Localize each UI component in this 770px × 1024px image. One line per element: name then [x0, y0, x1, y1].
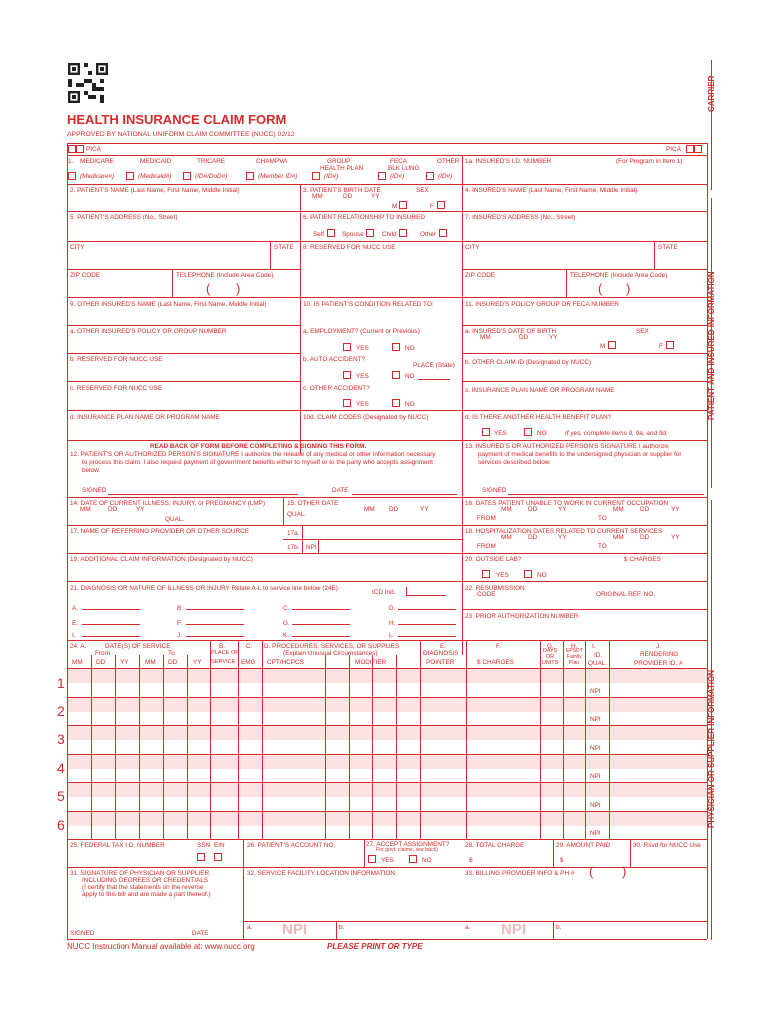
if-yes-note: If yes, complete items 9, 9a, and 9d. [565, 430, 668, 437]
self-label: Self [313, 231, 325, 238]
medicaid-label: MEDICAID [140, 158, 172, 165]
box14-qual: QUAL. [165, 516, 185, 523]
champva-id: (Member ID#) [258, 173, 298, 180]
box10d-label: 10d. CLAIM CODES (Designated by NUCC) [303, 414, 429, 421]
accept-yes: YES [381, 857, 394, 864]
other-accident-no: NO [405, 401, 415, 408]
medicaid-checkbox[interactable] [126, 172, 134, 180]
dx-b-label: B. [177, 605, 184, 612]
row1-npi: NPI [590, 688, 601, 695]
another-plan-no: NO [537, 430, 547, 437]
box3-label: 3. PATIENT'S BIRTH DATE [303, 187, 381, 194]
box9-label: 9. OTHER INSURED'S NAME (Last Name, First Name, Middle Initial) [70, 301, 267, 308]
box11c-label: c. INSURANCE PLAN NAME OR PROGRAM NAME [465, 387, 615, 394]
medicare-label: MEDICARE [80, 158, 114, 165]
another-plan-yes-checkbox[interactable] [482, 428, 490, 436]
box33-paren-open: ( [589, 864, 594, 879]
dx-f-label: F. [177, 620, 182, 627]
col-g: G. [547, 643, 554, 650]
dx-h-label: H. [389, 620, 396, 627]
box11a-mm: MM [480, 334, 491, 341]
insured-tel-paren-close: ) [626, 281, 631, 296]
dx-i-label: I. [72, 632, 76, 639]
row5-npi: NPI [590, 802, 601, 809]
other-accident-yes-checkbox[interactable] [343, 399, 351, 407]
box9c-label: c. RESERVED FOR NUCC USE [70, 385, 163, 392]
form-title: HEALTH INSURANCE CLAIM FORM [67, 112, 287, 127]
employment-yes: YES [356, 345, 369, 352]
icd-ind: ICD Ind. [372, 589, 396, 596]
col-d-modifier: MODIFIER [355, 659, 387, 666]
box18-dd: DD [528, 534, 538, 541]
box11a-m: M [600, 343, 606, 350]
row-number-3: 3 [57, 731, 65, 747]
box33-label: 33. BILLING PROVIDER INFO & PH # [465, 870, 575, 877]
col-g-or: OR [546, 654, 555, 660]
auto-no-checkbox[interactable] [392, 371, 400, 379]
col-e-diagnosis: DIAGNOSIS [423, 650, 459, 657]
box12-line3: below. [82, 467, 101, 474]
box16-mm-to: MM [613, 506, 624, 513]
tricare-label: TRICARE [197, 158, 226, 165]
box3-sex: SEX [416, 187, 429, 194]
box19-label: 19. ADDITIONAL CLAIM INFORMATION (Designated by NUCC) [70, 556, 253, 563]
col-h-epsdt: EPSDT [566, 648, 583, 654]
ssn-label: SSN [197, 842, 211, 849]
pica-left-box[interactable] [68, 145, 76, 153]
outside-lab-yes: YES [496, 572, 509, 579]
col-g-days: DAYS [543, 648, 558, 654]
dx-g-label: G. [283, 620, 290, 627]
box9b-label: b. RESERVED FOR NUCC USE [70, 356, 163, 363]
box12-signed: SIGNED [82, 487, 107, 494]
box22-orig-ref: ORIGINAL REF. NO. [596, 591, 656, 598]
dx-d-label: D. [389, 605, 396, 612]
box18-yy-to: YY [671, 534, 680, 541]
dx-l-label: L. [389, 632, 395, 639]
box18-from: FROM [477, 543, 496, 550]
box1a-note: (For Program in Item 1) [616, 158, 683, 165]
other-id: (ID#) [438, 173, 453, 180]
spouse-checkbox[interactable] [366, 229, 374, 237]
box1-label: 1. [68, 158, 74, 165]
col-b-service: SERVICE [211, 659, 236, 665]
box11d-label: d. IS THERE ANOTHER HEALTH BENEFIT PLAN? [465, 414, 612, 421]
employment-yes-checkbox[interactable] [343, 343, 351, 351]
insured-sex-f-checkbox[interactable] [666, 341, 674, 349]
box25-label: 25. FEDERAL TAX I.D. NUMBER [70, 842, 165, 849]
box28-dollar: $ [469, 857, 473, 864]
box27-note: For govt. claims, see back) [376, 847, 438, 853]
box16-to: TO [598, 515, 607, 522]
box31-line2: INCLUDING DEGREES OR CREDENTIALS [82, 877, 209, 884]
box16-dd: DD [528, 506, 538, 513]
dates-of-service: DATE(S) OF SERVICE [105, 643, 171, 650]
box29-label: 29. AMOUNT PAID [556, 842, 611, 849]
col-j: J. [656, 643, 661, 650]
box12-line1: 12. PATIENT'S OR AUTHORIZED PERSON'S SIGNATURE I authorize the release of any medical or other information necessary [70, 451, 436, 458]
dos-from: From [95, 650, 110, 657]
box15-label: 15. OTHER DATE [287, 500, 339, 507]
patient-state: STATE [274, 244, 294, 251]
col-g-units: UNITS [542, 660, 559, 666]
box2-label: 2. PATIENT'S NAME (Last Name, First Name, Middle Initial) [70, 187, 240, 194]
row4-npi: NPI [590, 773, 601, 780]
box32-label: 32. SERVICE FACILITY LOCATION INFORMATION [247, 870, 395, 877]
box11b-label: b. OTHER CLAIM ID (Designated by NUCC) [465, 359, 592, 366]
outside-lab-no: NO [537, 572, 547, 579]
row-number-6: 6 [57, 817, 65, 833]
box31-signed: SIGNED [70, 930, 95, 937]
box18-yy: YY [558, 534, 567, 541]
col-b-place-of: PLACE OF [211, 650, 239, 656]
box15-dd: DD [389, 506, 399, 513]
box18-mm: MM [501, 534, 512, 541]
patient-sex-m-checkbox[interactable] [399, 201, 407, 209]
child-label: Child [382, 231, 397, 238]
box32a-label: a. [247, 924, 253, 931]
insured-city: CITY [465, 244, 480, 251]
box33a-label: a. [465, 924, 471, 931]
box22-label: 22. RESUBMISSION [465, 585, 525, 592]
col-d: D. PROCEDURES, SERVICES, OR SUPPLIES [264, 643, 400, 650]
feca-id: (ID#) [390, 173, 405, 180]
col-e: E. [440, 643, 447, 650]
dx-c-label: C. [283, 605, 290, 612]
box11a-f: F [659, 343, 663, 350]
box18-dd-to: DD [640, 534, 650, 541]
box31-date: DATE [192, 930, 209, 937]
col-h-family: Family [567, 654, 582, 660]
tricare-checkbox[interactable] [183, 172, 191, 180]
box12-date: DATE [332, 487, 349, 494]
col-j-rendering: RENDERING [640, 651, 679, 658]
box10a-label: a. EMPLOYMENT? (Current or Previous) [303, 328, 420, 335]
box23-label: 23. PRIOR AUTHORIZATION NUMBER [465, 613, 579, 620]
feca-checkbox[interactable] [378, 172, 386, 180]
box32b-label: b. [339, 924, 345, 931]
box27-label: 27. ACCEPT ASSIGNMENT? [366, 841, 450, 848]
box10b-label: b. AUTO ACCIDENT? [303, 356, 366, 363]
box33b-label: b. [556, 924, 562, 931]
box29-dollar: $ [560, 857, 564, 864]
child-checkbox[interactable] [399, 229, 407, 237]
box14-yy: YY [136, 506, 145, 513]
row6-npi: NPI [590, 830, 601, 837]
other-checkbox[interactable] [426, 172, 434, 180]
box26-label: 26. PATIENT'S ACCOUNT NO. [247, 842, 336, 849]
other-label: OTHER [437, 158, 460, 165]
ein-checkbox[interactable] [214, 853, 222, 861]
box7-label: 7. INSURED'S ADDRESS (No., Street) [465, 214, 576, 221]
another-plan-yes: YES [494, 430, 507, 437]
ssn-checkbox[interactable] [197, 853, 205, 861]
col-h: H. [571, 643, 578, 650]
employment-no: NO [405, 345, 415, 352]
dos-mm-to: MM [145, 659, 156, 666]
dos-yy-to: YY [193, 659, 202, 666]
col-j-provider-id: PROVIDER ID. # [634, 660, 683, 667]
medicare-checkbox[interactable] [68, 172, 76, 180]
relation-other-checkbox[interactable] [439, 229, 447, 237]
box31-line4: apply to this bill and are made a part thereof.) [82, 891, 211, 898]
box18-label: 18. HOSPITALIZATION DATES RELATED TO CURRENT SERVICES [465, 528, 663, 535]
group-id: (ID#) [324, 173, 339, 180]
box1a-label: 1a. INSURED'S I.D. NUMBER [465, 158, 552, 165]
box24a-label: 24. A. [70, 643, 87, 650]
ein-label: EIN [214, 842, 225, 849]
box20-label: 20. OUTSIDE LAB? [465, 556, 522, 563]
medicare-id: (Medicare#) [80, 173, 115, 180]
box5-label: 5. PATIENT'S ADDRESS (No., Street) [70, 214, 178, 221]
col-i: I. [592, 643, 596, 650]
other-accident-no-checkbox[interactable] [392, 399, 400, 407]
patient-tel-paren-close: ) [236, 281, 241, 296]
box12-line2: to process this claim. I also request payment of government benefits either to myself or to the party who accepts assignment [82, 459, 433, 466]
relation-other-label: Other [420, 231, 436, 238]
col-d-cpt: CPT/HCPCS [267, 659, 304, 666]
box17b-label: 17b. [287, 544, 300, 551]
box18-to: TO [598, 543, 607, 550]
box16-dd-to: DD [640, 506, 650, 513]
box16-yy: YY [558, 506, 567, 513]
box31-line1: 31. SIGNATURE OF PHYSICIAN OR SUPPLIER [70, 870, 210, 877]
box11-label: 11. INSURED'S POLICY GROUP OR FECA NUMBER [465, 301, 619, 308]
dx-e-label: E. [72, 620, 79, 627]
spouse-label: Spouse [342, 231, 364, 238]
champva-checkbox[interactable] [246, 172, 254, 180]
group-label-2: HEALTH PLAN [320, 165, 364, 172]
auto-yes-checkbox[interactable] [343, 371, 351, 379]
pica-right-box[interactable] [686, 145, 694, 153]
row-number-5: 5 [57, 788, 65, 804]
medicaid-id: (Medicaid#) [138, 173, 172, 180]
dx-j-label: J. [177, 632, 182, 639]
box13-line2: payment of medical benefits to the undersigned physician or supplier for [478, 451, 682, 458]
accept-no-checkbox[interactable] [409, 855, 417, 863]
box11a-label: a. INSURED'S DATE OF BIRTH [465, 328, 557, 335]
patient-telephone: TELEPHONE (Include Area Code) [176, 272, 274, 279]
col-c-emg: EMG [241, 659, 256, 666]
another-plan-no-checkbox[interactable] [524, 428, 532, 436]
insured-state: STATE [658, 244, 678, 251]
col-c: C. [246, 643, 253, 650]
box28-label: 28. TOTAL CHARGE [465, 842, 525, 849]
champva-label: CHAMPVA [256, 158, 288, 165]
footer-manual: NUCC Instruction Manual available at: www.nucc.org [67, 942, 255, 951]
patient-city: CITY [70, 244, 85, 251]
box20-charges: $ CHARGES [624, 556, 661, 563]
group-checkbox[interactable] [312, 172, 320, 180]
box3-f: F [430, 203, 434, 210]
box16-label: 16. DATES PATIENT UNABLE TO WORK IN CURRENT OCCUPATION [465, 500, 669, 507]
box8-label: 8. RESERVED FOR NUCC USE [303, 244, 396, 251]
dx-a-label: A. [72, 605, 79, 612]
col-i-qual: QUAL. [588, 660, 608, 667]
auto-yes: YES [356, 373, 369, 380]
box16-yy-to: YY [671, 506, 680, 513]
col-f: F. [496, 643, 501, 650]
box17a-label: 17a. [287, 530, 300, 537]
tricare-id: (ID#/DoD#) [195, 173, 228, 180]
row-number-4: 4 [57, 760, 65, 776]
box10c-label: c. OTHER ACCIDENT? [303, 385, 370, 392]
box13-line3: services described below. [478, 459, 551, 466]
dos-yy-from: YY [120, 659, 129, 666]
col-d-explain: (Explain Unusual Circumstances) [283, 650, 378, 657]
col-b: B. [219, 643, 226, 650]
accept-yes-checkbox[interactable] [368, 855, 376, 863]
pica-left: PICA [86, 146, 101, 153]
box32a-npi: NPI [282, 921, 308, 938]
box4-label: 4. INSURED'S NAME (Last Name, First Name, Middle Initial) [465, 187, 638, 194]
feca-label-2: BLK LUNG [388, 165, 420, 172]
box14-label: 14. DATE OF CURRENT ILLNESS, INJURY, or PREGNANCY (LMP) [70, 500, 266, 507]
dx-k-label: K. [283, 632, 290, 639]
box13-line1: 13. INSURED'S OR AUTHORIZED PERSON'S SIGNATURE I authorize [465, 443, 669, 450]
box6-label: 6. PATIENT RELATIONSHIP TO INSURED [303, 214, 426, 221]
box3-dd: DD [343, 193, 353, 200]
dos-mm-from: MM [72, 659, 83, 666]
row2-npi: NPI [590, 716, 601, 723]
insured-tel-paren-open: ( [598, 281, 603, 296]
group-label: GROUP [327, 158, 351, 165]
box18-mm-to: MM [613, 534, 624, 541]
dos-to: To [168, 650, 175, 657]
col-f-charges: $ CHARGES [477, 659, 514, 666]
box3-m: M [392, 203, 398, 210]
insured-zip: ZIP CODE [465, 272, 496, 279]
place-state: PLACE (State) [413, 362, 455, 369]
box11a-sex: SEX [636, 328, 649, 335]
pica-right-box-2[interactable] [694, 145, 702, 153]
read-back-note: READ BACK OF FORM BEFORE COMPLETING & SIGNING THIS FORM. [150, 443, 367, 450]
box13-signed: SIGNED [482, 487, 507, 494]
dos-dd-from: DD [96, 659, 106, 666]
pica-left-box-2[interactable] [76, 145, 84, 153]
box9a-label: a. OTHER INSURED'S POLICY OR GROUP NUMBER [70, 328, 227, 335]
box31-line3: (I certify that the statements on the reverse [82, 884, 204, 891]
auto-no: NO [405, 373, 415, 380]
dos-dd-to: DD [168, 659, 178, 666]
patient-sex-f-checkbox[interactable] [437, 201, 445, 209]
box22-code: CODE [477, 591, 496, 598]
approved-text: APPROVED BY NATIONAL UNIFORM CLAIM COMMITTEE (NUCC) 02/12 [67, 131, 295, 138]
outside-lab-yes-checkbox[interactable] [482, 570, 490, 578]
box11a-dd: DD [519, 334, 529, 341]
box3-mm: MM [312, 193, 323, 200]
other-accident-yes: YES [356, 401, 369, 408]
outside-lab-no-checkbox[interactable] [524, 570, 532, 578]
pica-right: PICA [666, 146, 681, 153]
box33a-npi: NPI [501, 921, 527, 938]
insured-telephone: TELEPHONE (Include Area Code) [570, 272, 668, 279]
col-h-plan: Plan [569, 660, 580, 666]
box17b-npi: NPI [306, 544, 317, 551]
box15-mm: MM [364, 506, 375, 513]
self-checkbox[interactable] [327, 229, 335, 237]
box15-yy: YY [420, 506, 429, 513]
accept-no: NO [422, 857, 432, 864]
box33-paren-close: ) [622, 864, 627, 879]
row-number-1: 1 [57, 675, 65, 691]
box30-label: 30. Rsvd for NUCC Use [633, 842, 701, 849]
insured-sex-m-checkbox[interactable] [608, 341, 616, 349]
box16-mm: MM [501, 506, 512, 513]
employment-no-checkbox[interactable] [392, 343, 400, 351]
patient-zip: ZIP CODE [70, 272, 101, 279]
box9d-label: d. INSURANCE PLAN NAME OR PROGRAM NAME [70, 414, 220, 421]
box17-label: 17. NAME OF REFERRING PROVIDER OR OTHER SOURCE [70, 528, 249, 535]
row3-npi: NPI [590, 745, 601, 752]
col-i-id: ID. [594, 652, 603, 659]
patient-tel-paren-open: ( [206, 281, 211, 296]
box16-from: FROM [477, 515, 496, 522]
col-e-pointer: POINTER [426, 659, 455, 666]
patient-side-label: PATIENT AND INSURED INFORMATION [707, 271, 716, 420]
box10-label: 10. IS PATIENT'S CONDITION RELATED TO: [303, 301, 434, 308]
box3-yy: YY [371, 193, 380, 200]
box14-mm: MM [80, 506, 91, 513]
box21-label: 21. DIAGNOSIS OR NATURE OF ILLNESS OR INJURY Relate A-L to service line below (24E) [70, 585, 338, 592]
feca-label: FECA [390, 158, 408, 165]
box11a-yy: YY [549, 334, 558, 341]
box14-dd: DD [108, 506, 118, 513]
footer-print-type: PLEASE PRINT OR TYPE [327, 942, 423, 951]
qr-code-icon [68, 63, 108, 103]
physician-side-label: PHYSICIAN OR SUPPLIER INFORMATION [707, 669, 716, 828]
row-number-2: 2 [57, 703, 65, 719]
carrier-label: CARRIER [707, 75, 716, 112]
box15-qual: QUAL. [287, 511, 307, 518]
